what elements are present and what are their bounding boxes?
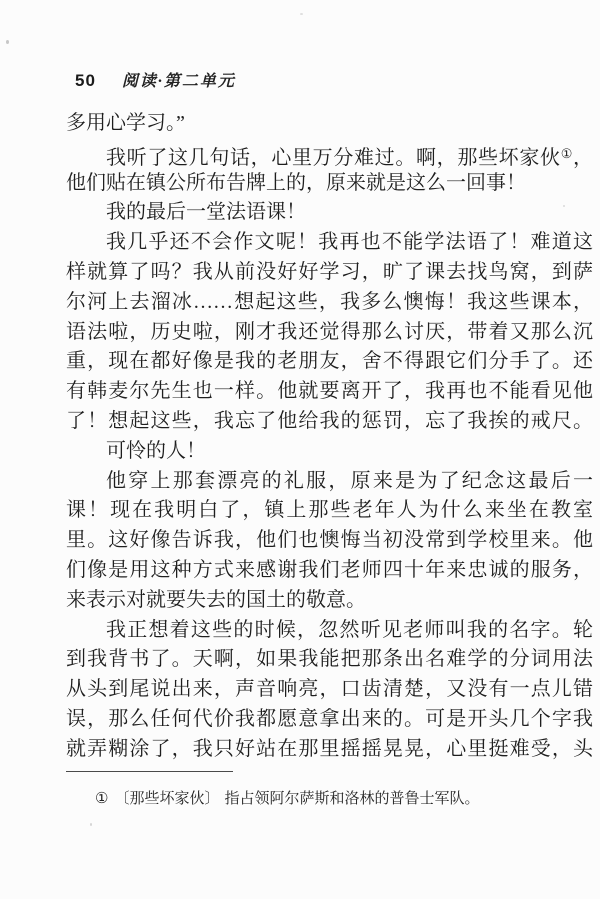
section-title: 阅读·第二单元 [121,73,236,90]
text-line-post: ， [573,146,594,169]
scan-speck [563,205,565,207]
text-line: 了！想起这些，我忘了他给我的惩罚，忘了我挨的戒尺。 [66,409,593,432]
footnote-term: 〔那些坏家伙〕 [114,791,220,807]
scan-speck [90,823,92,826]
text-line: 就弄糊涂了，我只好站在那里摇摇晃晃，心里挺难受，头 [66,737,593,760]
text-line: 里。这好像告诉我，他们也懊悔当初没常到学校里来。他 [66,529,593,552]
text-line: 我几乎还不会作文呢！我再也不能学法语了！难道这 [106,231,593,254]
text-line: 多用心学习。” [66,112,185,134]
footnote-marker: ① [95,791,109,807]
text-line: 语法啦，历史啦，刚才我还觉得那么讨厌，带着又那么沉 [66,320,593,343]
text-line: 尔河上去溜冰……想起这些，我多么懊悔！我这些课本， [66,290,593,313]
text-line: 误，那么任何代价我都愿意拿出来的。可是开头几个字我 [66,707,593,730]
text-line: 可怜的人！ [106,439,206,462]
footnote-marker-superscript: ① [560,145,574,161]
footnote [95,788,565,810]
text-line: 我的最后一堂法语课！ [106,201,306,224]
text-line: 到我背书了。天啊，如果我能把那条出名难学的分词用法 [66,648,593,671]
text-line: 他们贴在镇公所布告牌上的，原来就是这么一回事！ [66,171,526,194]
text-line: 样就算了吗？我从前没好好学习，旷了课去找鸟窝，到萨 [66,260,593,283]
text-line: 们像是用这种方式来感谢我们老师四十年来忠诚的服务， [66,558,593,581]
text-line: 来表示对就要失去的国土的敬意。 [66,588,366,611]
running-head [75,68,236,90]
body-text [66,109,593,765]
footnote-divider [66,771,233,772]
text-line: 我正想着这些的时候，忽然听见老师叫我的名字。轮 [106,618,593,641]
text-line: 课！现在我明白了，镇上那些老年人为什么来坐在教室 [66,499,593,522]
scan-speck [6,40,9,44]
text-line: 重，现在都好像是我的老朋友，舍不得跟它们分手了。还 [66,350,593,373]
page-number: 50 [75,71,96,90]
text-line: 有韩麦尔先生也一样。他就要离开了，我再也不能看见他 [66,380,593,403]
text-line: 他穿上那套漂亮的礼服，原来是为了纪念这最后一 [106,469,593,492]
scan-speck [300,13,303,15]
text-line-pre: 我听了这几句话，心里万分难过。啊，那些坏家伙 [106,146,561,169]
text-line: 从头到尾说出来，声音响亮，口齿清楚，又没有一点儿错 [66,678,593,701]
footnote-definition: 指占领阿尔萨斯和洛林的普鲁士军队。 [224,791,480,807]
text-line-with-note [66,139,593,169]
